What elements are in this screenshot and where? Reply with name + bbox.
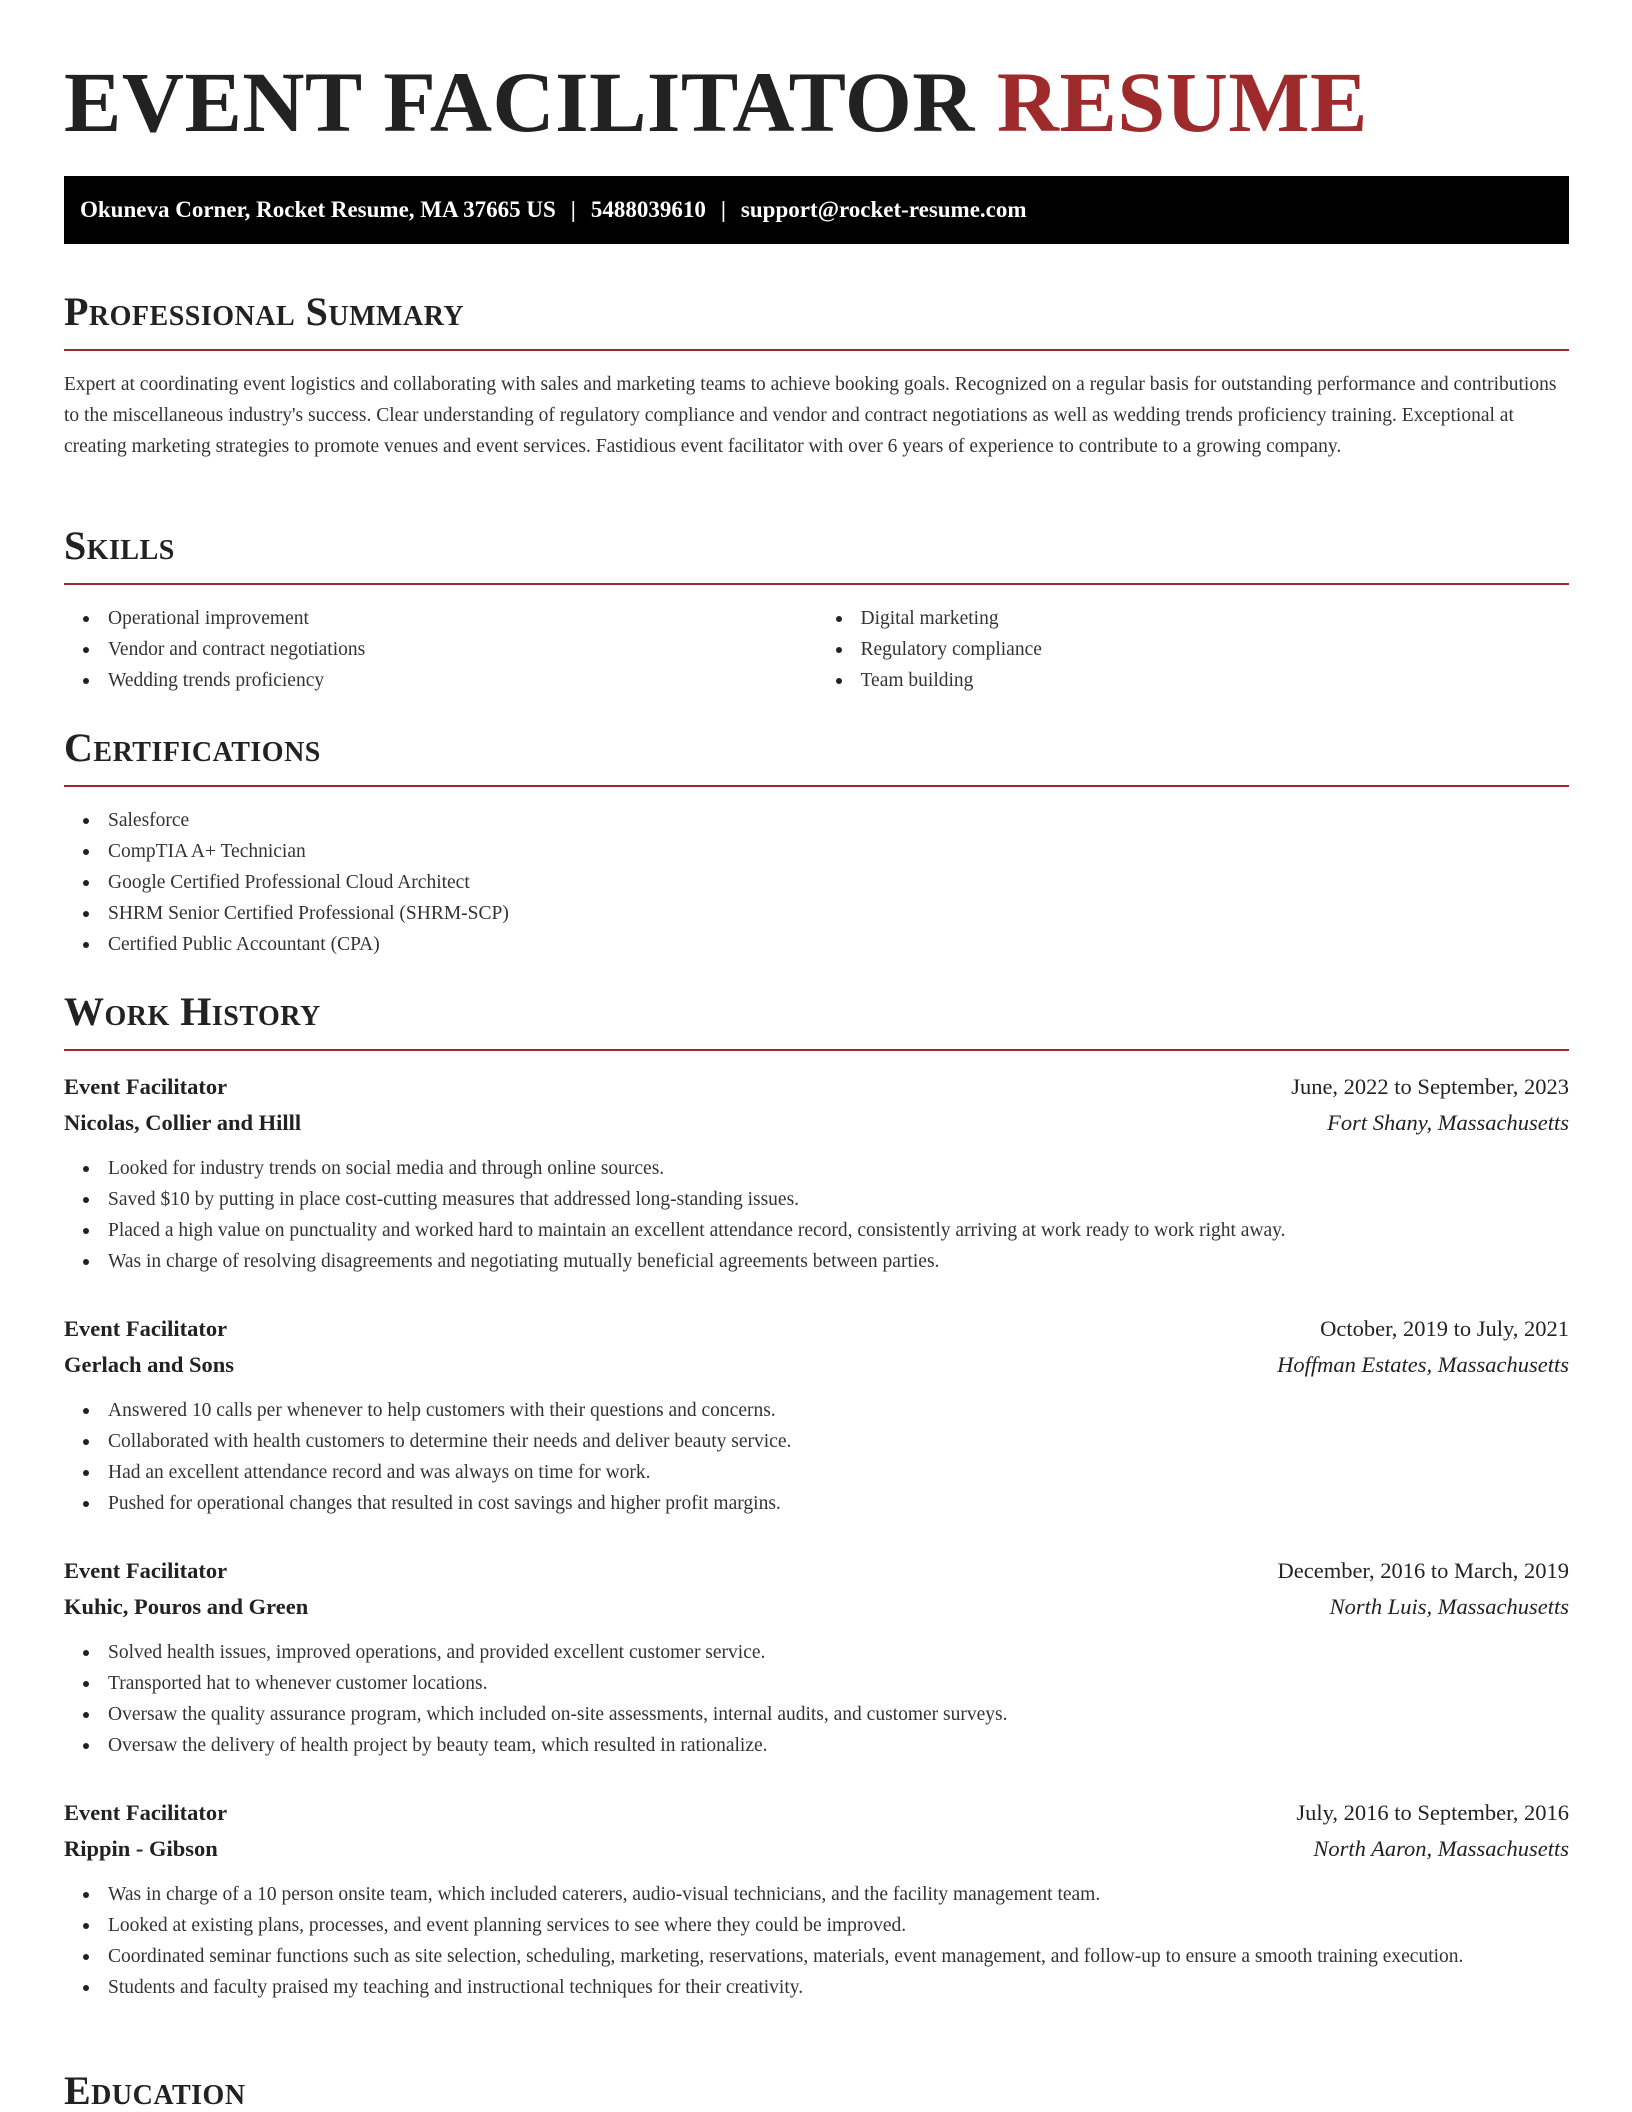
contact-email: support@rocket-resume.com — [740, 197, 1027, 222]
job-dates: June, 2022 to September, 2023 — [1291, 1074, 1569, 1099]
job-company: Kuhic, Pouros and Green — [64, 1594, 309, 1619]
job-company: Rippin - Gibson — [64, 1836, 218, 1861]
skill-item: Operational improvement — [108, 603, 817, 634]
job-bullets — [64, 1153, 1569, 1277]
job-company: Gerlach and Sons — [64, 1352, 235, 1377]
work-history-section — [64, 987, 1569, 2003]
skills-list-right — [817, 603, 1570, 696]
job-entry — [64, 1069, 1569, 1277]
summary-section — [64, 287, 1569, 462]
job-company-row — [64, 1347, 1569, 1383]
job-bullet: Transported hat to whenever customer locations. — [108, 1668, 1569, 1699]
job-bullet: Coordinated seminar functions such as site selection, scheduling, marketing, reservations, materials, event management, and follow-up to ensure a smooth training execution. — [108, 1941, 1569, 1972]
job-bullets — [64, 1395, 1569, 1519]
certification-item: CompTIA A+ Technician — [108, 836, 1569, 867]
job-entry — [64, 1311, 1569, 1519]
certifications-heading: Certifications — [64, 723, 1569, 787]
skill-item: Digital marketing — [861, 603, 1570, 634]
certifications-section — [64, 723, 1569, 960]
education-heading: Education — [64, 2066, 1569, 2112]
job-bullet: Was in charge of a 10 person onsite team, which included caterers, audio-visual technicians, and the facility management team. — [108, 1879, 1569, 1910]
summary-heading: Professional Summary — [64, 287, 1569, 351]
education-section — [64, 2066, 1569, 2112]
skill-item: Vendor and contract negotiations — [108, 634, 817, 665]
job-bullets — [64, 1637, 1569, 1761]
contact-bar — [64, 176, 1569, 244]
title-accent: RESUME — [996, 54, 1368, 150]
skills-grid — [64, 585, 1569, 696]
certification-item: Google Certified Professional Cloud Architect — [108, 867, 1569, 898]
skills-heading: Skills — [64, 521, 1569, 585]
job-bullets — [64, 1879, 1569, 2003]
job-title: Event Facilitator — [64, 1074, 228, 1099]
job-dates: July, 2016 to September, 2016 — [1296, 1800, 1569, 1825]
contact-address: Okuneva Corner, Rocket Resume, MA 37665 US — [80, 197, 556, 222]
job-bullet: Students and faculty praised my teaching and instructional techniques for their creativity. — [108, 1972, 1569, 2003]
job-bullet: Collaborated with health customers to determine their needs and deliver beauty service. — [108, 1426, 1569, 1457]
skills-list-left — [64, 603, 817, 696]
job-location: Fort Shany, Massachusetts — [1327, 1110, 1569, 1135]
skill-item: Wedding trends proficiency — [108, 665, 817, 696]
job-bullet: Pushed for operational changes that resulted in cost savings and higher profit margins. — [108, 1488, 1569, 1519]
job-location: Hoffman Estates, Massachusetts — [1277, 1352, 1569, 1377]
job-header-row — [64, 1553, 1569, 1589]
job-bullet: Answered 10 calls per whenever to help customers with their questions and concerns. — [108, 1395, 1569, 1426]
job-bullet: Oversaw the quality assurance program, which included on-site assessments, internal audits, and customer surveys. — [108, 1699, 1569, 1730]
job-company-row — [64, 1831, 1569, 1867]
contact-phone: 5488039610 — [590, 197, 706, 222]
job-entry — [64, 1795, 1569, 2003]
job-bullet: Was in charge of resolving disagreements and negotiating mutually beneficial agreements between parties. — [108, 1246, 1569, 1277]
contact-separator: | — [570, 197, 576, 222]
job-header-row — [64, 1795, 1569, 1831]
job-bullet: Solved health issues, improved operations, and provided excellent customer service. — [108, 1637, 1569, 1668]
job-location: North Luis, Massachusetts — [1329, 1594, 1569, 1619]
job-company-row — [64, 1589, 1569, 1625]
job-header-row — [64, 1311, 1569, 1347]
job-bullet: Saved $10 by putting in place cost-cutting measures that addressed long-standing issues. — [108, 1184, 1569, 1215]
job-bullet: Looked at existing plans, processes, and event planning services to see where they could be improved. — [108, 1910, 1569, 1941]
job-title: Event Facilitator — [64, 1558, 228, 1583]
certification-item: Certified Public Accountant (CPA) — [108, 929, 1569, 960]
job-bullet: Placed a high value on punctuality and worked hard to maintain an excellent attendance record, consistently arriving at work ready to work right away. — [108, 1215, 1569, 1246]
certification-item: Salesforce — [108, 805, 1569, 836]
job-company-row — [64, 1105, 1569, 1141]
job-company: Nicolas, Collier and Hilll — [64, 1110, 302, 1135]
certifications-list — [64, 805, 1569, 960]
skills-section — [64, 521, 1569, 696]
job-location: North Aaron, Massachusetts — [1313, 1836, 1569, 1861]
job-entry — [64, 1553, 1569, 1761]
job-title: Event Facilitator — [64, 1800, 228, 1825]
work-history-heading: Work History — [64, 987, 1569, 1051]
skill-item: Regulatory compliance — [861, 634, 1570, 665]
certification-item: SHRM Senior Certified Professional (SHRM-SCP) — [108, 898, 1569, 929]
title-main: EVENT FACILITATOR — [64, 54, 975, 150]
job-bullet: Oversaw the delivery of health project by beauty team, which resulted in rationalize. — [108, 1730, 1569, 1761]
page-title — [64, 52, 1368, 152]
job-title: Event Facilitator — [64, 1316, 228, 1341]
job-bullet: Looked for industry trends on social media and through online sources. — [108, 1153, 1569, 1184]
summary-text: Expert at coordinating event logistics and collaborating with sales and marketing teams to achieve booking goals. Recognized on a regular basis for outstanding performance and contributions to the miscellaneous industry's success. Clear understanding of regulatory compliance and vendor and contract negotiations as well as wedding trends proficiency training. Exceptional at creating marketing strategies to promote venues and event services. Fastidious event facilitator with over 6 years of experience to contribute to a growing company. — [64, 374, 1557, 457]
job-dates: December, 2016 to March, 2019 — [1277, 1558, 1569, 1583]
skill-item: Team building — [861, 665, 1570, 696]
job-header-row — [64, 1069, 1569, 1105]
job-bullet: Had an excellent attendance record and was always on time for work. — [108, 1457, 1569, 1488]
job-dates: October, 2019 to July, 2021 — [1320, 1316, 1569, 1341]
contact-separator: | — [720, 197, 726, 222]
